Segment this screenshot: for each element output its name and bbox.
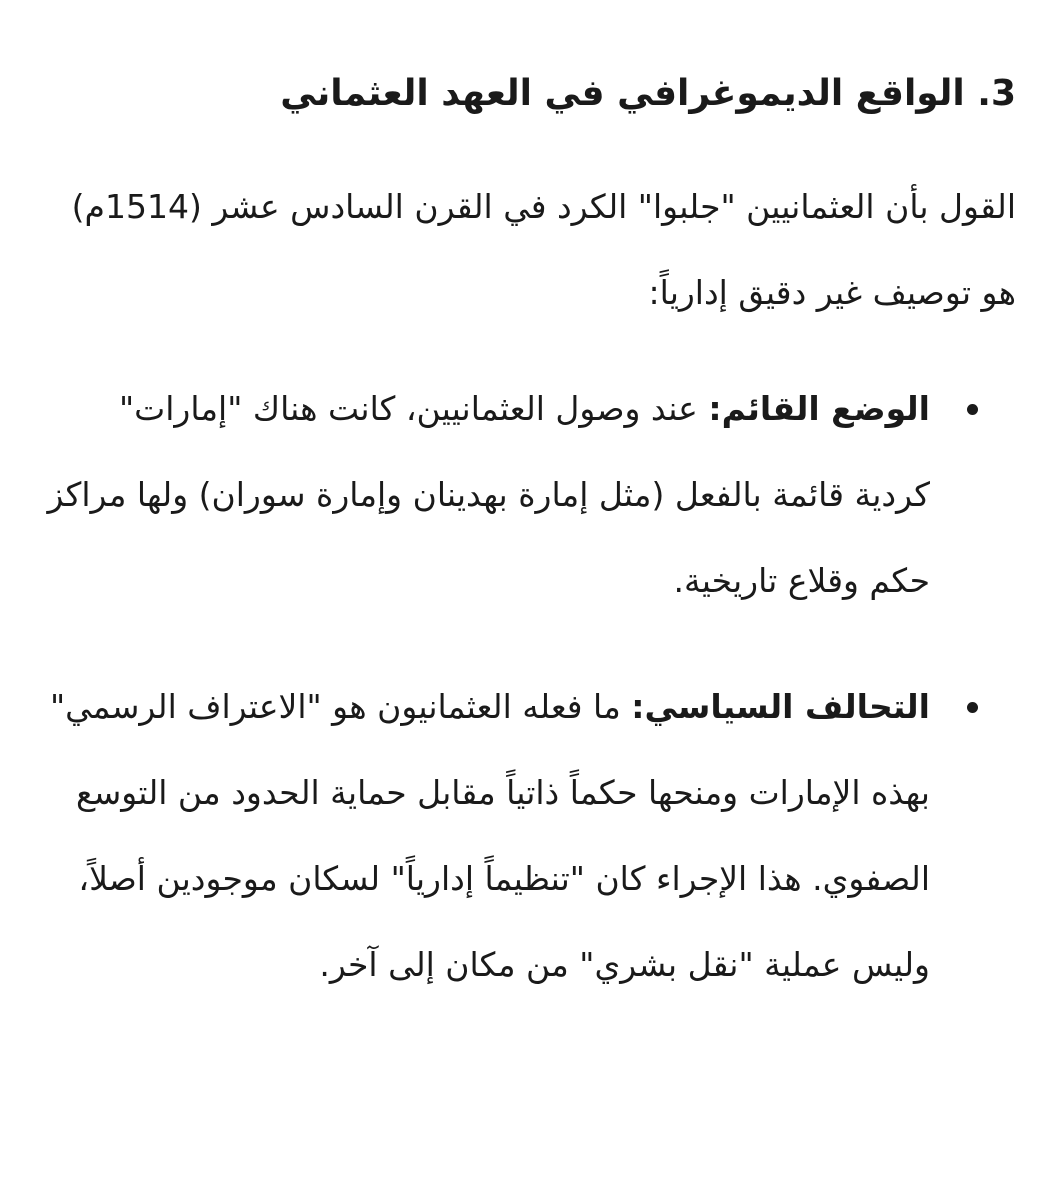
bullet-dot-icon: [967, 702, 978, 713]
bullet-text: ما فعله العثمانيون هو "الاعتراف الرسمي" بهذه الإمارات ومنحها حكماً ذاتياً مقابل حماية الحدود من التوسع الصفوي. هذا الإجراء كان "تنظيماً إدارياً" لسكان موجودين أصلاً، وليس عملية "نقل بشري" من مكان إلى آخر.: [49, 687, 930, 984]
bullet-item-political-alliance: [44, 664, 1016, 1008]
bullet-term: التحالف السياسي:: [631, 687, 930, 726]
section-heading: 3. الواقع الديموغرافي في العهد العثماني: [280, 73, 1016, 114]
intro-paragraph: القول بأن العثمانيين "جلبوا" الكرد في القرن السادس عشر (1514م) هو توصيف غير دقيق إدارياً:: [71, 187, 1016, 312]
bullet-term: الوضع القائم:: [708, 389, 930, 428]
bullet-dot-icon: [967, 404, 978, 415]
bullet-text: عند وصول العثمانيين، كانت هناك "إمارات" كردية قائمة بالفعل (مثل إمارة بهدينان وإمارة سوران) ولها مراكز حكم وقلاع تاريخية.: [47, 389, 930, 600]
bullet-list: [44, 366, 1016, 1008]
bullet-item-current-situation: [44, 366, 1016, 624]
